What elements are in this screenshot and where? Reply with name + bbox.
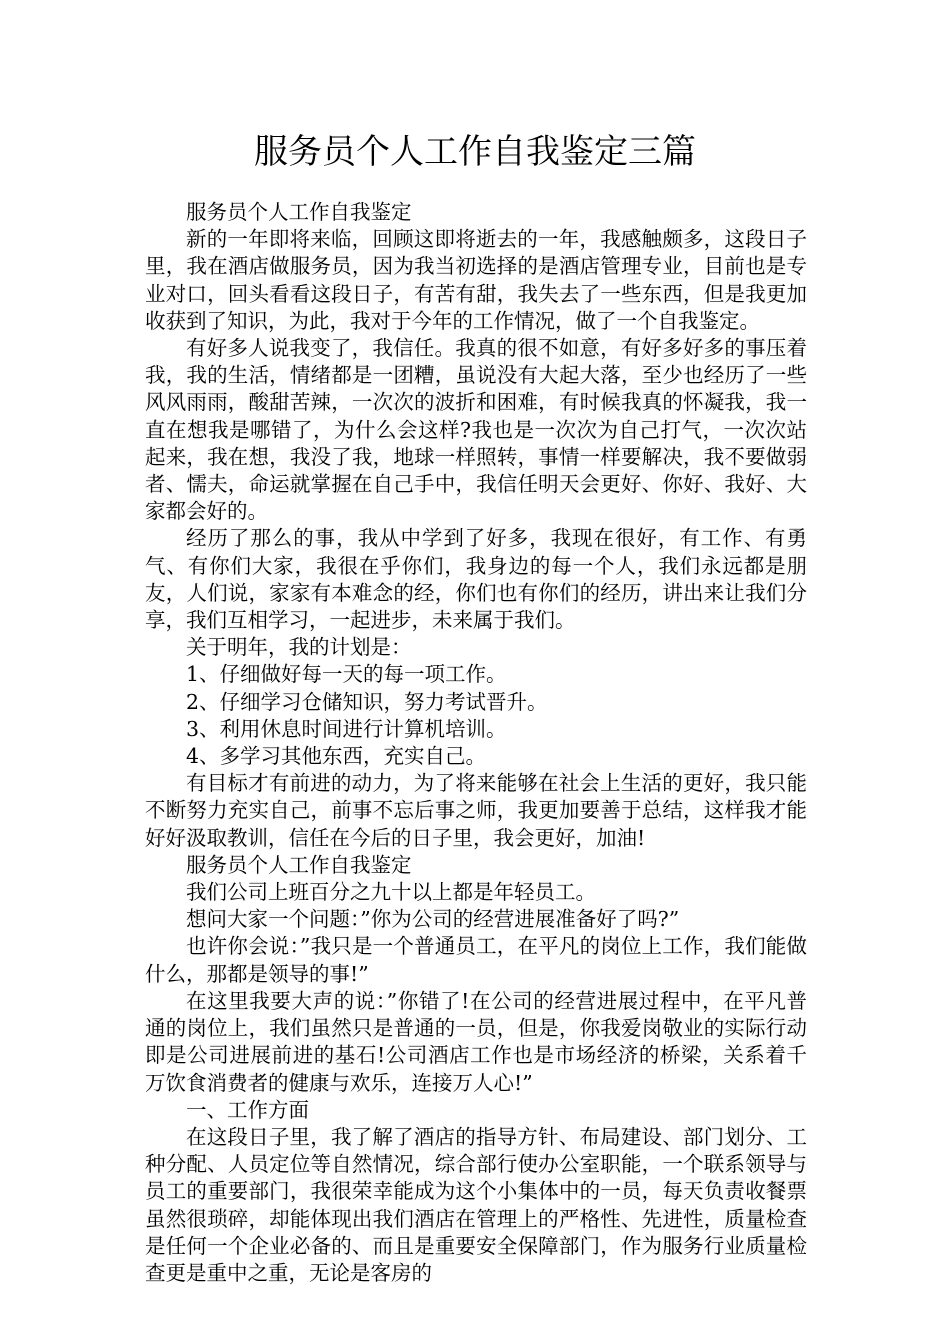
- paragraph: 我们公司上班百分之九十以上都是年轻员工。: [186, 880, 596, 905]
- plan-item-4: 4、多学习其他东西，充实自己。: [186, 744, 487, 769]
- paragraph: 想问大家一个问题：”你为公司的经营进展准备好了吗?”: [186, 907, 680, 932]
- plan-item-2: 2、仔细学习仓储知识，努力考试晋升。: [186, 689, 548, 714]
- paragraph: 有好多人说我变了，我信任。我真的很不如意，有好多好多的事压着我，我的生活，情绪都是一团糟，虽说没有大起大落，至少也经历了一些风风雨雨，酸甜苦辣，一次次的波折和困难，有时候我真的怀凝我，我一直在想我是哪错了，为什么会这样?我也是一次次为自己打气，一次次站起来，我在想，我没了我，地球一样照转，事情一样要解决，我不要做弱者、懦夫，命运就掌握在自己手中，我信任明天会更好、你好、我好、大家都会好的。: [145, 336, 807, 524]
- paragraph: 在这里我要大声的说：”你错了!在公司的经营进展过程中，在平凡普通的岗位上，我们虽然只是普通的一员，但是，你我爱岗敬业的实际行动即是公司进展前进的基石!公司酒店工作也是市场经济的桥梁，关系着千万饮食消费者的健康与欢乐，连接万人心!”: [145, 988, 807, 1095]
- paragraph: 关于明年，我的计划是：: [186, 635, 412, 660]
- plan-item-1: 1、仔细做好每一天的每一项工作。: [186, 662, 507, 687]
- paragraph: 新的一年即将来临，回顾这即将逝去的一年，我感触颇多，这段日子里，我在酒店做服务员，因为我当初选择的是酒店管理专业，目前也是专业对口，回头看看这段日子，有苦有甜，我失去了一些东西，但是我更加收获到了知识，为此，我对于今年的工作情况，做了一个自我鉴定。: [145, 227, 807, 333]
- paragraph-section-heading-1: 服务员个人工作自我鉴定: [186, 200, 412, 224]
- document-title: 服务员个人工作自我鉴定三篇: [254, 132, 696, 172]
- paragraph-subheading-work: 一、工作方面: [186, 1097, 309, 1122]
- paragraph: 有目标才有前进的动力，为了将来能够在社会上生活的更好，我只能不断努力充实自己，前事不忘后事之师，我更加要善于总结，这样我才能好好汲取教训，信任在今后的日子里，我会更好，加油!: [145, 771, 807, 850]
- document-body: [145, 199, 807, 1287]
- paragraph: 也许你会说：”我只是一个普通员工，在平凡的岗位上工作，我们能做什么，那都是领导的事!”: [145, 934, 807, 986]
- paragraph: 经历了那么的事，我从中学到了好多，我现在很好，有工作、有勇气、有你们大家，我很在乎你们，我身边的每一个人，我们永远都是朋友，人们说，家家有本难念的经，你们也有你们的经历，讲出来让我们分享，我们互相学习，一起进步，未来属于我们。: [145, 526, 807, 633]
- plan-item-3: 3、利用休息时间进行计算机培训。: [186, 716, 507, 741]
- paragraph-section-heading-2: 服务员个人工作自我鉴定: [186, 852, 412, 877]
- paragraph: 在这段日子里，我了解了酒店的指导方针、布局建设、部门划分、工种分配、人员定位等自然情况，综合部行使办公室职能，一个联系领导与员工的重要部门，我很荣幸能成为这个小集体中的一员，每天负责收餐票虽然很琐碎，却能体现出我们酒店在管理上的严格性、先进性，质量检查是任何一个企业必备的、而且是重要安全保障部门，作为服务行业质量检查更是重中之重，无论是客房的: [145, 1124, 807, 1285]
